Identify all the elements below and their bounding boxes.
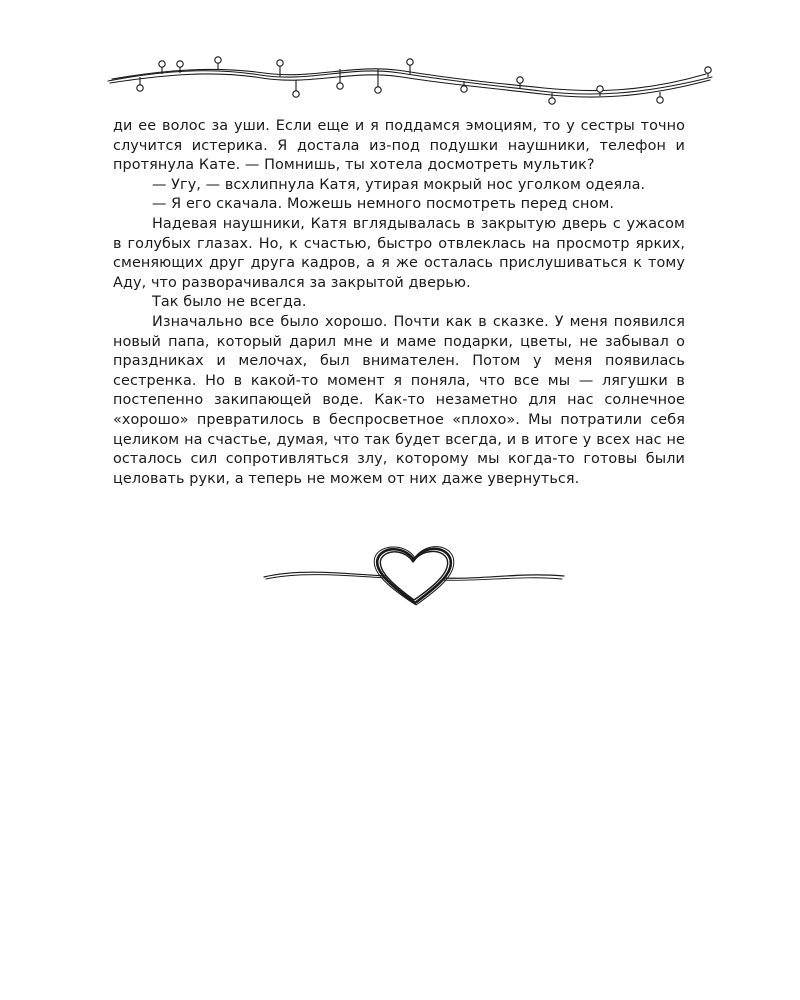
paragraph: — Угу, — всхлипнула Катя, утирая мокрый нос уголком одеяла. bbox=[152, 176, 646, 193]
paragraph: ди ее волос за уши. Если еще и я поддамся эмоциям, то у сестры точно случится истерика. Я достала из-под подушки наушники, телефон и протянула Кате. — Помнишь, ты хотела досмотреть мультик? bbox=[113, 118, 685, 174]
heart-icon bbox=[260, 540, 570, 610]
paragraph: Надевая наушники, Катя вглядывалась в закрытую дверь с ужасом в голубых глазах. Но, к счастью, быстро отвлеклась на просмотр ярких, сменяющих друг друга кадров, а я же осталась прислушиваться к тому Аду, что разворачивался за закрытой дверью. bbox=[113, 215, 685, 291]
garland-ornament bbox=[100, 55, 720, 115]
paragraph: — Я его скачала. Можешь немного посмотреть перед сном. bbox=[152, 196, 615, 213]
paragraph: Так было не всегда. bbox=[152, 294, 307, 311]
chapter-text bbox=[113, 117, 685, 489]
paragraph: Изначально все было хорошо. Почти как в сказке. У меня появился новый папа, который дарил мне и маме подарки, цветы, не забывал о праздниках и мелочах, был внимателен. Потом у меня появилась сестренка. Но в какой-то момент я поняла, что все мы — лягушки в постепенно закипающей воде. Как-то незаметно для нас солнечное «хорошо» превратилось в беспросветное «плохо». Мы потратили себя целиком на счастье, думая, что так будет всегда, и в итоге у всех нас не осталось сил сопротивляться злу, которому мы когда-то готовы были целовать руки, а теперь не можем от них даже увернуться. bbox=[113, 313, 685, 487]
